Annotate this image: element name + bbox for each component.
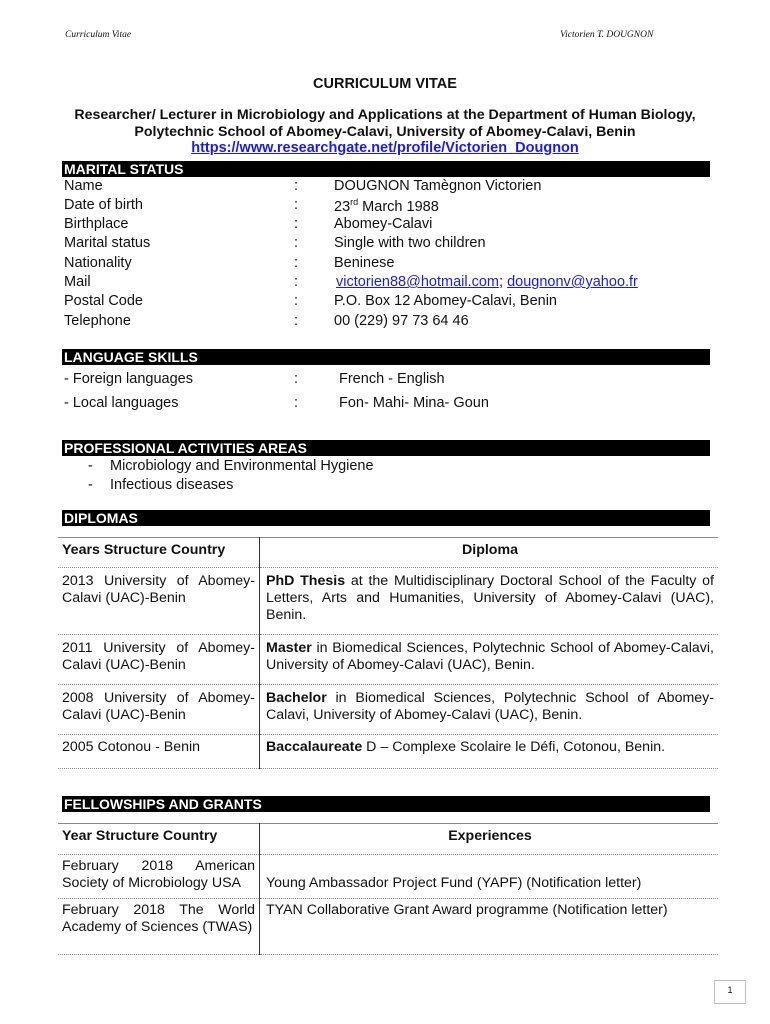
column-header: Years Structure Country: [58, 538, 260, 568]
mail-separator: ;: [499, 274, 508, 290]
local-languages-value: Fon- Mahi- Mina- Goun: [339, 395, 489, 411]
diploma-description: [260, 568, 719, 635]
colon: :: [294, 197, 299, 213]
colon: :: [294, 216, 299, 232]
column-header: Year Structure Country: [58, 824, 260, 855]
running-header-right: Victorien T. DOUGNON: [560, 30, 654, 40]
activity-item: [88, 458, 374, 474]
diploma-description: [260, 685, 719, 735]
nationality-value: Beninese: [334, 255, 395, 271]
fellowship-structure: February 2018 The World Academy of Sciences (TWAS): [58, 899, 260, 955]
diploma-degree: Master: [266, 640, 312, 656]
diploma-detail: in Biomedical Sciences, Polytechnic School of Abomey-Calavi, University of Abomey-Calavi (UAC), Benin.: [266, 690, 714, 723]
document-title: CURRICULUM VITAE: [313, 76, 457, 92]
fellowships-heading: FELLOWSHIPS AND GRANTS: [62, 796, 710, 812]
table-header-row: [58, 824, 718, 855]
document-subtitle: Researcher/ Lecturer in Microbiology and Applications at the Department of Human Biology, Polytechnic School of Abomey-Calavi, University of Abomey-Calavi, Benin: [74, 107, 696, 140]
colon: :: [294, 395, 299, 411]
table-row: [58, 735, 718, 769]
table-header-row: [58, 538, 718, 568]
foreign-languages-label: - Foreign languages: [64, 371, 193, 387]
nationality-label: Nationality: [64, 255, 132, 271]
telephone-label: Telephone: [64, 313, 131, 329]
diplomas-table: [58, 537, 718, 769]
telephone-value: 00 (229) 97 73 64 46: [334, 313, 469, 329]
colon: :: [294, 178, 299, 194]
table-row: [58, 635, 718, 685]
diploma-structure: 2008 University of Abomey-Calavi (UAC)-Benin: [58, 685, 260, 735]
dob-rest: March 1988: [358, 198, 439, 215]
birthplace-value: Abomey-Calavi: [334, 216, 433, 232]
colon: :: [294, 293, 299, 309]
fellowships-table: [58, 823, 718, 955]
table-row: [58, 855, 718, 899]
fellowship-experience: TYAN Collaborative Grant Award programme (Notification letter): [266, 902, 668, 918]
mail-value: [336, 274, 638, 290]
diplomas-heading: DIPLOMAS: [62, 510, 710, 526]
diploma-detail: at the Multidisciplinary Doctoral School of the Faculty of Letters, Arts and Humanities, University of Abomey-Calavi (UAC), Benin.: [266, 573, 714, 623]
fellowship-structure: February 2018 American Society of Microbiology USA: [58, 855, 260, 899]
marital-status-heading: MARITAL STATUS: [62, 161, 710, 177]
dob-suffix: rd: [350, 197, 359, 207]
diploma-description: [260, 635, 719, 685]
table-row: [58, 685, 718, 735]
activities-heading: PROFESSIONAL ACTIVITIES AREAS: [62, 440, 710, 456]
foreign-languages-value: French - English: [339, 371, 445, 387]
name-label: Name: [64, 178, 103, 194]
activity-text: Microbiology and Environmental Hygiene: [110, 458, 374, 474]
colon: :: [294, 274, 299, 290]
email-link-yahoo[interactable]: dougnonv@yahoo.fr: [507, 274, 638, 290]
postal-label: Postal Code: [64, 293, 143, 309]
dob-day: 23: [334, 198, 351, 215]
diploma-detail: in Biomedical Sciences, Polytechnic School of Abomey-Calavi, University of Abomey-Calavi (UAC), Benin.: [266, 640, 714, 673]
column-header: Experiences: [448, 828, 532, 844]
diploma-degree: Baccalaureate: [266, 739, 363, 755]
diploma-detail: D – Complexe Scolaire le Défi, Cotonou, Benin.: [362, 739, 666, 755]
postal-value: P.O. Box 12 Abomey-Calavi, Benin: [334, 293, 557, 309]
bullet-dash: -: [88, 458, 93, 474]
table-row: [58, 899, 718, 955]
fellowship-experience: Young Ambassador Project Fund (YAPF) (Notification letter): [266, 875, 642, 891]
marital-status-value: Single with two children: [334, 235, 486, 251]
activity-item: [88, 477, 233, 493]
colon: :: [294, 255, 299, 271]
marital-status-label: Marital status: [64, 235, 151, 251]
language-skills-heading: LANGUAGE SKILLS: [62, 349, 710, 365]
diploma-degree: Bachelor: [266, 690, 327, 706]
running-header-left: Curriculum Vitae: [65, 30, 132, 40]
colon: :: [294, 371, 299, 387]
diploma-description: [260, 735, 719, 769]
email-link-hotmail[interactable]: victorien88@hotmail.com: [336, 274, 500, 290]
table-row: [58, 568, 718, 635]
colon: :: [294, 235, 299, 251]
dob-label: Date of birth: [64, 197, 143, 213]
local-languages-label: - Local languages: [64, 395, 179, 411]
diploma-degree: PhD Thesis: [266, 573, 346, 589]
dob-value: [334, 197, 439, 215]
birthplace-label: Birthplace: [64, 216, 129, 232]
colon: :: [294, 313, 299, 329]
activity-text: Infectious diseases: [110, 477, 234, 493]
diploma-structure: 2013 University of Abomey-Calavi (UAC)-Benin: [58, 568, 260, 635]
name-value: DOUGNON Tamègnon Victorien: [334, 178, 542, 194]
page-number: 1: [714, 980, 746, 1004]
researchgate-link[interactable]: https://www.researchgate.net/profile/Victorien_Dougnon: [191, 140, 579, 156]
diploma-structure: 2011 University of Abomey-Calavi (UAC)-Benin: [58, 635, 260, 685]
column-header: Diploma: [462, 542, 518, 558]
mail-label: Mail: [64, 274, 91, 290]
bullet-dash: -: [88, 477, 93, 493]
diploma-structure: 2005 Cotonou - Benin: [58, 735, 260, 769]
